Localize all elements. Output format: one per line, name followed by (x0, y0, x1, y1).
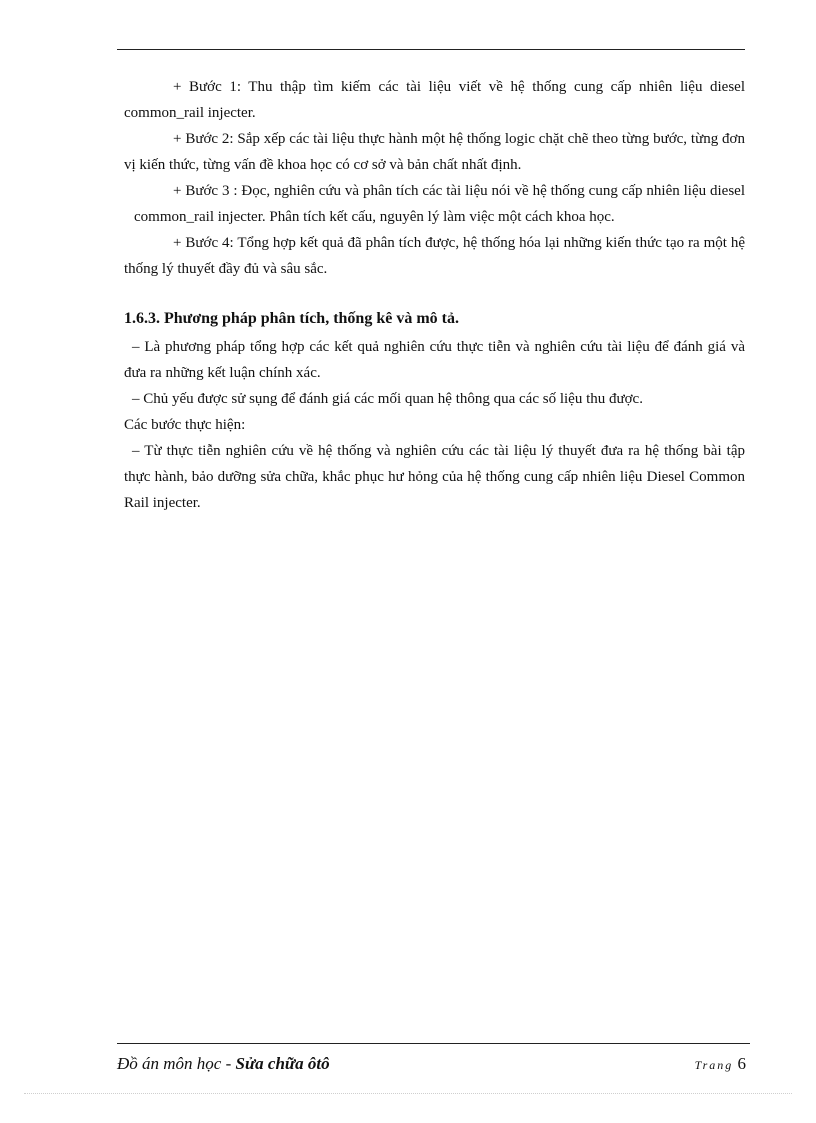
footer-course: Đồ án môn học - (117, 1054, 236, 1073)
page-number-block (695, 1052, 746, 1077)
step-4-paragraph: + Bước 4: Tổng hợp kết quả đã phân tích được, hệ thống hóa lại những kiến thức tạo ra một hệ thống lý thuyết đầy đủ và sâu sắc. (124, 235, 745, 277)
section-heading: 1.6.3. Phương pháp phân tích, thống kê và mô tả. (124, 310, 459, 327)
footer-rule (117, 1043, 750, 1044)
footer-title (117, 1052, 330, 1076)
page-number: 6 (737, 1054, 746, 1073)
header-rule (117, 49, 745, 50)
step-2-paragraph: + Bước 2: Sắp xếp các tài liệu thực hành một hệ thống logic chặt chẽ theo từng bước, từng đơn vị kiến thức, từng vấn đề khoa học có cơ sở và bản chất nhất định. (124, 131, 745, 173)
dash-paragraph-3: – Từ thực tiễn nghiên cứu về hệ thống và nghiên cứu các tài liệu lý thuyết đưa ra hệ thống bài tập thực hành, bảo dưỡng sửa chữa, khắc phục hư hỏng của hệ thống cung cấp nhiên liệu Diesel Common Rail injecter. (124, 443, 745, 511)
steps-label: Các bước thực hiện: (124, 417, 246, 433)
page-body (124, 74, 745, 516)
page-edge-divider (24, 1093, 792, 1094)
dash-paragraph-1: – Là phương pháp tổng hợp các kết quả nghiên cứu thực tiễn và nghiên cứu tài liệu để đánh giá và đưa ra những kết luận chính xác. (124, 339, 745, 381)
dash-paragraph-2: – Chủ yếu được sử sụng để đánh giá các mối quan hệ thông qua các số liệu thu được. (132, 391, 643, 407)
step-3-paragraph: + Bước 3 : Đọc, nghiên cứu và phân tích các tài liệu nói về hệ thống cung cấp nhiên liệu diesel common_rail injecter. Phân tích kết cấu, nguyên lý làm việc một cách khoa học. (134, 183, 745, 225)
footer-subject: Sửa chữa ôtô (235, 1054, 330, 1073)
page-label: Trang (694, 1058, 734, 1072)
step-1-paragraph: + Bước 1: Thu thập tìm kiếm các tài liệu viết về hệ thống cung cấp nhiên liệu diesel common_rail injecter. (124, 79, 745, 121)
